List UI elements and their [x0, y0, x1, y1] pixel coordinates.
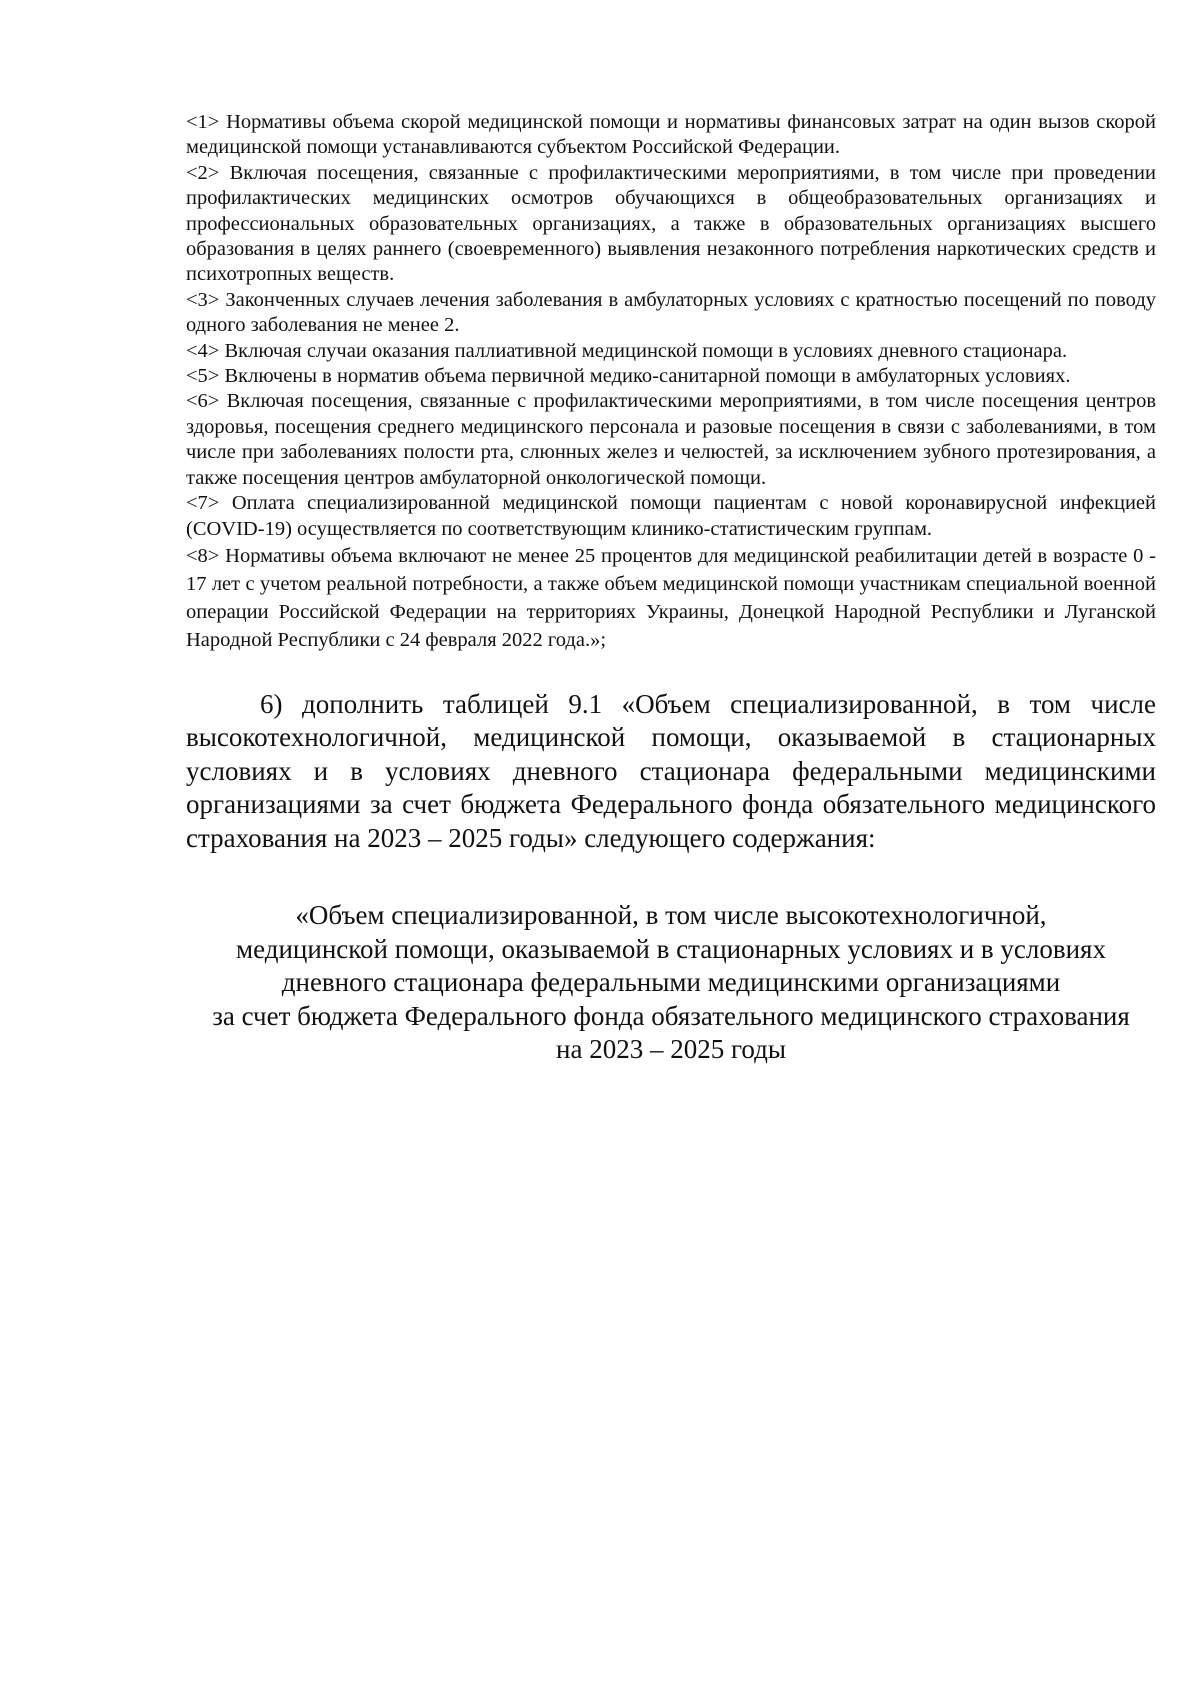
table-title-line-3: дневного стационара федеральными медицинскими организациями: [281, 967, 1061, 998]
footnote-5: <5> Включены в норматив объема первичной медико-санитарной помощи в амбулаторных условиях.: [186, 365, 1071, 388]
table-title-line-4: за счет бюджета Федерального фонда обязательного медицинского страхования: [212, 1000, 1130, 1031]
table-title-line-5: на 2023 – 2025 годы: [556, 1034, 786, 1065]
footnote-3: <3> Законченных случаев лечения заболевания в амбулаторных условиях с кратностью посещений по поводу одного заболевания не менее 2.: [186, 288, 1156, 337]
table-title-line-1: «Объем специализированной, в том числе высокотехнологичной,: [295, 900, 1047, 931]
table-title: [186, 899, 1156, 1067]
footnote-6: <6> Включая посещения, связанные с профилактическими мероприятиями, в том числе посещения центров здоровья, посещения среднего медицинского персонала и разовые посещения в связи с заболеваниями, в том числе при заболеваниях полости рта, слюнных желез и челюстей, за исключением зубного протезирования, а также посещения центров амбулаторной онкологической помощи.: [186, 390, 1156, 489]
footnote-2: <2> Включая посещения, связанные с профилактическими мероприятиями, в том числе при проведении профилактических медицинских осмотров обучающихся в общеобразовательных организациях и профессиональных образовательных организациях, а также в образовательных организациях высшего образования в целях раннего (своевременного) выявления незаконного потребления наркотических средств и психотропных веществ.: [186, 161, 1156, 286]
footnote-8: <8> Нормативы объема включают не менее 25 процентов для медицинской реабилитации детей в возрасте 0 - 17 лет с учетом реальной потребности, а также объем медицинской помощи участникам специальной военной операции Российской Федерации на территориях Украины, Донецкой Народной Республики и Луганской Народной Республики с 24 февраля 2022 года.»;: [186, 544, 1156, 651]
footnote-4: <4> Включая случаи оказания паллиативной медицинской помощи в условиях дневного стационара.: [186, 339, 1068, 362]
footnotes-section: [186, 110, 1156, 654]
footnote-1: <1> Нормативы объема скорой медицинской помощи и нормативы финансовых затрат на один вызов скорой медицинской помощи устанавливаются субъектом Российской Федерации.: [186, 111, 1156, 159]
amendment-paragraph: 6) дополнить таблицей 9.1 «Объем специализированной, в том числе высокотехнологичной, медицинской помощи, оказываемой в стационарных условиях и в условиях дневного стационара федеральными медицинскими организациями за счет бюджета Федерального фонда обязательного медицинского страхования на 2023 – 2025 годы» следующего содержания:: [186, 688, 1156, 853]
footnote-7: <7> Оплата специализированной медицинской помощи пациентам с новой коронавирусной инфекцией (COVID-19) осуществляется по соответствующим клинико-статистическим группам.: [186, 492, 1156, 540]
table-title-line-2: медицинской помощи, оказываемой в стационарных условиях и в условиях: [236, 933, 1106, 964]
document-page: [186, 110, 1156, 1067]
